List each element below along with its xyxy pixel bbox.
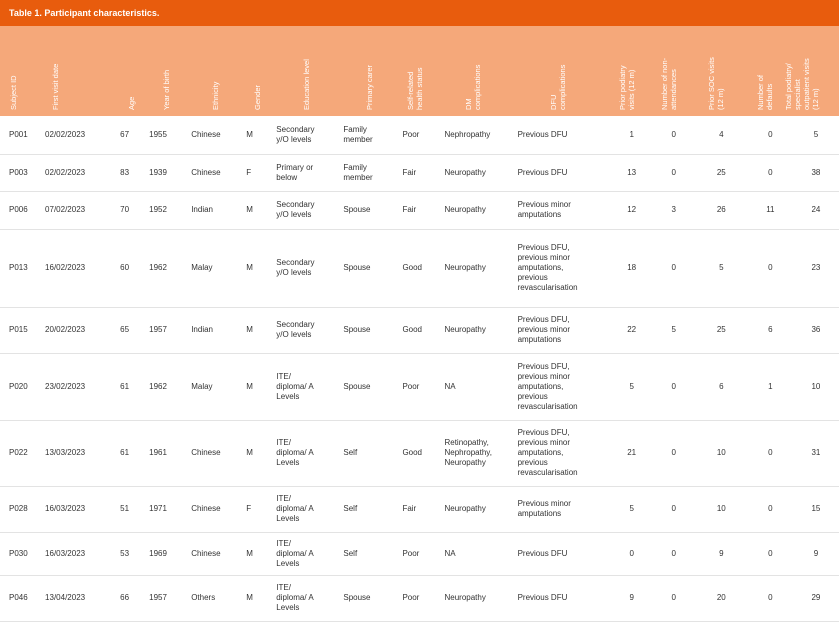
cell-total: 15: [811, 504, 821, 513]
cell-health: Good: [402, 448, 423, 457]
cell-defaults: 0: [768, 167, 773, 177]
cell-education: Secondary y/O levels: [276, 320, 315, 339]
cell-total: 24: [811, 205, 821, 214]
cell-subject: P030: [9, 548, 28, 558]
cell-gender: M: [246, 593, 253, 602]
column-header-total: [783, 26, 839, 116]
cell-dm: Retinopathy, Nephropathy, Neuropathy: [444, 438, 492, 467]
cell-yob: 1955: [149, 129, 167, 139]
column-header-ethnicity: [188, 26, 243, 116]
column-header-yob: [146, 26, 188, 116]
cell-yob: 1961: [149, 448, 167, 457]
cell-date: 02/02/2023: [45, 167, 86, 177]
cell-nonattend: 0: [671, 129, 676, 139]
cell-soc: 10: [716, 448, 726, 457]
cell-education: ITE/ diploma/ A Levels: [276, 438, 314, 467]
table-row: [0, 575, 839, 621]
cell-carer: Family member: [343, 124, 373, 144]
cell-subject: P006: [9, 205, 28, 214]
column-header-age: [117, 26, 146, 116]
cell-podiatry: 1: [629, 129, 634, 139]
cell-gender: F: [246, 504, 252, 513]
cell-carer: Spouse: [343, 205, 371, 214]
cell-podiatry: 18: [627, 263, 637, 272]
cell-nonattend: 0: [671, 381, 676, 391]
cell-soc: 25: [716, 325, 726, 334]
cell-soc: 10: [716, 504, 726, 513]
cell-health: Good: [402, 325, 423, 334]
cell-education: ITE/ diploma/ A Levels: [276, 371, 314, 401]
cell-carer: Self: [343, 548, 358, 558]
cell-ethnicity: Chinese: [191, 548, 221, 558]
cell-dm: Neuropathy: [444, 593, 486, 602]
cell-ethnicity: Indian: [191, 205, 213, 214]
cell-carer: Spouse: [343, 593, 371, 602]
cell-defaults: 0: [768, 129, 773, 139]
cell-health: Fair: [402, 167, 417, 177]
cell-health: Fair: [402, 504, 417, 513]
cell-education: Secondary y/O levels: [276, 124, 315, 144]
column-header-carer: [340, 26, 399, 116]
column-header-label: Prior SOC visits (12 m): [707, 57, 726, 110]
cell-soc: 26: [716, 205, 726, 214]
cell-date: 16/03/2023: [45, 548, 86, 558]
cell-defaults: 0: [768, 448, 773, 457]
cell-gender: M: [246, 263, 253, 272]
cell-total: 10: [811, 381, 821, 391]
cell-education: Secondary y/O levels: [276, 200, 315, 219]
cell-subject: P028: [9, 504, 28, 513]
cell-dfu: Previous DFU, previous minor amputations, previous revascularisation: [517, 428, 578, 477]
column-header-label: Self-related health status: [406, 67, 425, 110]
cell-yob: 1957: [149, 593, 167, 602]
column-header-dm: [441, 26, 514, 116]
column-header-education: [273, 26, 340, 116]
cell-date: 16/03/2023: [45, 504, 86, 513]
cell-dfu: Previous DFU, previous minor amputations, previous revascularisation: [517, 361, 578, 411]
cell-dfu: Previous minor amputations: [517, 200, 571, 219]
cell-dm: Neuropathy: [444, 205, 486, 214]
cell-dfu: Previous DFU: [517, 167, 568, 177]
cell-dfu: Previous DFU, previous minor amputations: [517, 315, 571, 344]
cell-nonattend: 0: [671, 504, 676, 513]
column-header-label: Gender: [253, 84, 263, 110]
column-header-nonattend: [653, 26, 695, 116]
cell-podiatry: 5: [629, 381, 634, 391]
cell-date: 07/02/2023: [45, 205, 86, 214]
cell-carer: Family member: [343, 162, 373, 182]
cell-health: Poor: [402, 129, 420, 139]
cell-soc: 6: [719, 381, 724, 391]
cell-gender: M: [246, 129, 253, 139]
cell-subject: P001: [9, 129, 28, 139]
cell-soc: 4: [719, 129, 724, 139]
cell-yob: 1962: [149, 263, 167, 272]
cell-dm: Neuropathy: [444, 263, 486, 272]
cell-soc: 25: [716, 167, 726, 177]
cell-total: 31: [811, 448, 821, 457]
cell-age: 61: [120, 448, 130, 457]
cell-health: Fair: [402, 205, 417, 214]
cell-age: 60: [120, 263, 130, 272]
cell-education: ITE/ diploma/ A Levels: [276, 583, 314, 612]
column-header-label: Education level: [301, 59, 311, 110]
cell-soc: 9: [719, 548, 724, 558]
cell-podiatry: 21: [627, 448, 637, 457]
cell-subject: P020: [9, 381, 28, 391]
cell-ethnicity: Others: [191, 593, 216, 602]
column-header-soc: [695, 26, 748, 116]
cell-ethnicity: Chinese: [191, 167, 221, 177]
cell-age: 51: [120, 504, 130, 513]
cell-podiatry: 22: [627, 325, 637, 334]
column-header-label: Number of non- attendances: [659, 57, 678, 110]
cell-date: 02/02/2023: [45, 129, 86, 139]
cell-age: 83: [120, 167, 130, 177]
cell-yob: 1957: [149, 325, 167, 334]
cell-yob: 1971: [149, 504, 167, 513]
cell-nonattend: 0: [671, 263, 676, 272]
cell-defaults: 11: [766, 205, 775, 214]
cell-podiatry: 13: [627, 167, 637, 177]
table-row: [0, 420, 839, 486]
participant-table: [0, 26, 839, 622]
cell-defaults: 0: [768, 263, 773, 272]
cell-subject: P013: [9, 263, 28, 272]
cell-date: 20/02/2023: [45, 325, 86, 334]
column-header-label: First visit date: [51, 63, 61, 110]
cell-gender: M: [246, 448, 253, 457]
cell-date: 13/03/2023: [45, 448, 86, 457]
table-title: Table 1. Participant characteristics.: [0, 0, 839, 26]
cell-ethnicity: Chinese: [191, 504, 221, 513]
cell-podiatry: 9: [629, 593, 634, 602]
table-row: [0, 191, 839, 229]
cell-total: 29: [811, 593, 821, 602]
cell-dm: NA: [444, 381, 456, 391]
cell-podiatry: 12: [627, 205, 637, 214]
cell-ethnicity: Chinese: [191, 448, 221, 457]
cell-nonattend: 5: [671, 325, 676, 334]
cell-date: 13/04/2023: [45, 593, 86, 602]
table-row: [0, 486, 839, 532]
cell-defaults: 1: [768, 381, 773, 391]
cell-health: Poor: [402, 381, 420, 391]
column-header-label: Prior podiatry visits (12 m): [617, 65, 636, 110]
cell-defaults: 0: [768, 593, 773, 602]
cell-carer: Spouse: [343, 325, 371, 334]
cell-ethnicity: Chinese: [191, 129, 221, 139]
column-header-label: Subject ID: [9, 75, 18, 110]
cell-health: Poor: [402, 593, 420, 602]
cell-gender: M: [246, 325, 253, 334]
cell-defaults: 0: [768, 548, 773, 558]
cell-age: 65: [120, 325, 130, 334]
cell-total: 36: [811, 325, 821, 334]
cell-podiatry: 5: [629, 504, 634, 513]
cell-date: 16/02/2023: [45, 263, 86, 272]
table-row: [0, 532, 839, 575]
cell-carer: Self: [343, 448, 358, 457]
cell-dfu: Previous DFU: [517, 548, 568, 558]
cell-gender: M: [246, 548, 253, 558]
column-header-dfu: [515, 26, 611, 116]
column-header-gender: [243, 26, 273, 116]
column-header-label: Number of defaults: [756, 74, 775, 110]
table-row: [0, 353, 839, 420]
cell-yob: 1969: [149, 548, 167, 558]
cell-soc: 5: [719, 263, 724, 272]
column-header-subject: [0, 26, 42, 116]
cell-carer: Spouse: [343, 381, 371, 391]
cell-date: 23/02/2023: [45, 381, 86, 391]
cell-education: Primary or below: [276, 162, 314, 182]
cell-ethnicity: Malay: [191, 381, 213, 391]
cell-education: ITE/ diploma/ A Levels: [276, 538, 314, 568]
cell-dfu: Previous DFU: [517, 593, 568, 602]
cell-dfu: Previous DFU, previous minor amputations, previous revascularisation: [517, 243, 578, 292]
table-row: [0, 116, 839, 154]
cell-ethnicity: Malay: [191, 263, 213, 272]
cell-age: 70: [120, 205, 130, 214]
cell-carer: Spouse: [343, 263, 371, 272]
cell-yob: 1962: [149, 381, 167, 391]
cell-defaults: 6: [768, 325, 773, 334]
cell-education: ITE/ diploma/ A Levels: [276, 494, 314, 523]
cell-total: 5: [813, 129, 819, 139]
column-header-label: Age: [126, 96, 136, 110]
cell-total: 9: [813, 548, 819, 558]
column-header-label: Ethnicity: [210, 81, 220, 110]
column-header-label: DFU complications: [548, 64, 567, 110]
cell-dm: Neuropathy: [444, 167, 486, 177]
cell-dfu: Previous minor amputations: [517, 499, 571, 518]
table-row: [0, 307, 839, 353]
column-header-label: Year of birth: [162, 69, 172, 110]
table-row: [0, 154, 839, 191]
cell-soc: 20: [716, 593, 726, 602]
table-row: [0, 229, 839, 307]
cell-total: 38: [811, 167, 821, 177]
cell-subject: P015: [9, 325, 28, 334]
cell-age: 67: [120, 129, 130, 139]
cell-health: Good: [402, 263, 423, 272]
cell-carer: Self: [343, 504, 358, 513]
column-header-health: [399, 26, 441, 116]
cell-dm: Nephropathy: [444, 129, 491, 139]
cell-nonattend: 0: [671, 593, 676, 602]
cell-subject: P022: [9, 448, 28, 457]
header-row: [0, 26, 839, 116]
cell-age: 53: [120, 548, 130, 558]
cell-defaults: 0: [768, 504, 773, 513]
cell-dm: Neuropathy: [444, 504, 486, 513]
cell-total: 23: [811, 263, 821, 272]
cell-nonattend: 0: [671, 167, 676, 177]
cell-dm: Neuropathy: [444, 325, 486, 334]
column-header-podiatry: [611, 26, 653, 116]
cell-podiatry: 0: [629, 548, 634, 558]
cell-dfu: Previous DFU: [517, 129, 568, 139]
cell-yob: 1939: [149, 167, 167, 177]
column-header-label: Total podiatry/ specialist outpatient visits (12 m): [783, 58, 820, 110]
cell-gender: F: [246, 167, 252, 177]
column-header-label: Primary carer: [364, 64, 374, 110]
cell-gender: M: [246, 381, 253, 391]
cell-education: Secondary y/O levels: [276, 258, 315, 277]
column-header-label: DM complications: [464, 64, 483, 110]
cell-nonattend: 0: [671, 548, 676, 558]
cell-subject: P003: [9, 167, 28, 177]
column-header-date: [42, 26, 117, 116]
cell-age: 61: [120, 381, 130, 391]
cell-gender: M: [246, 205, 253, 214]
cell-ethnicity: Indian: [191, 325, 213, 334]
cell-subject: P046: [9, 593, 28, 602]
cell-age: 66: [120, 593, 130, 602]
cell-nonattend: 0: [671, 448, 676, 457]
cell-yob: 1952: [149, 205, 167, 214]
cell-dm: NA: [444, 548, 456, 558]
cell-nonattend: 3: [671, 205, 676, 214]
table-body: [0, 116, 839, 621]
cell-health: Poor: [402, 548, 420, 558]
